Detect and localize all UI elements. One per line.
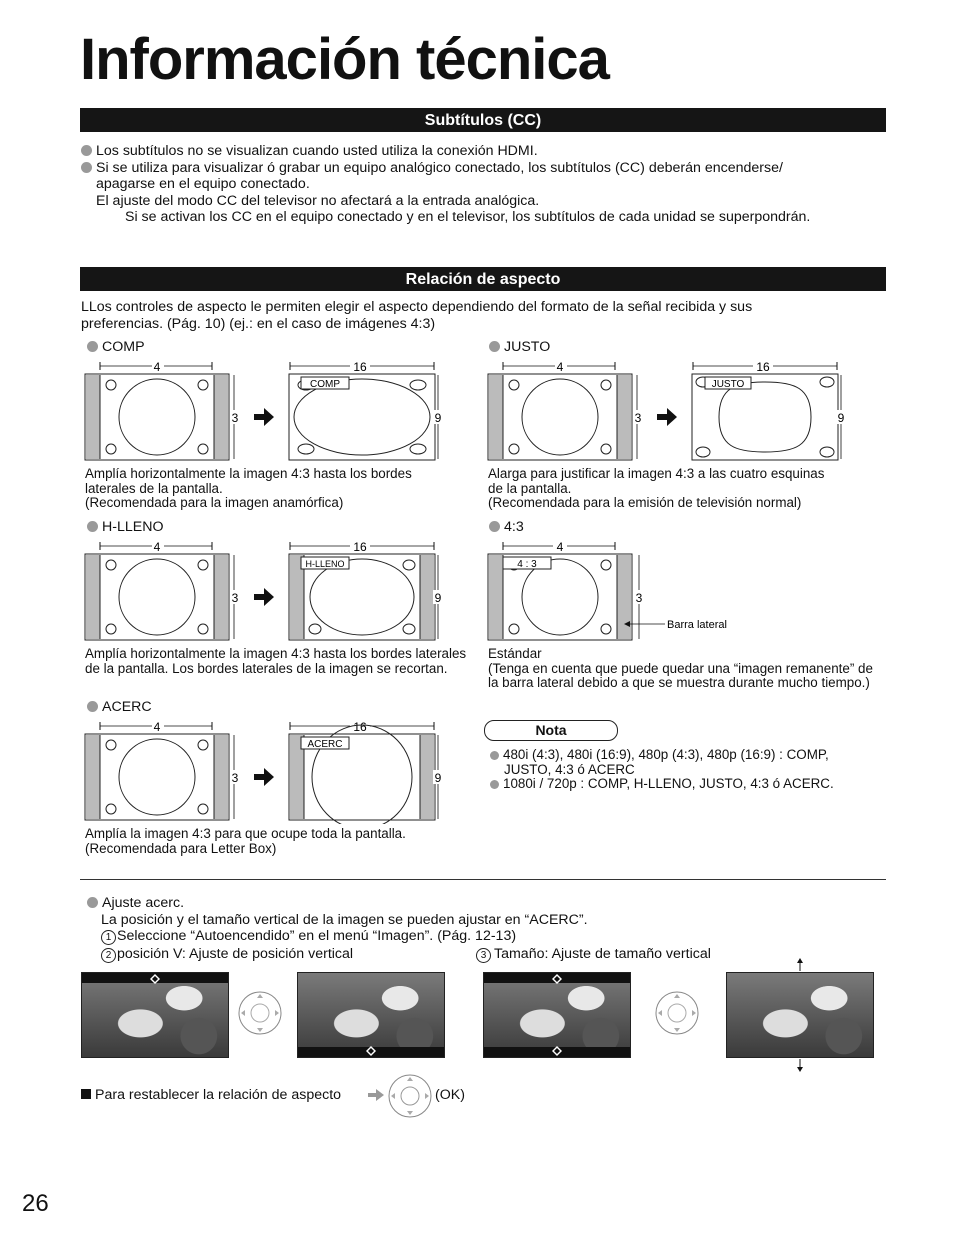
mode-tag-acerc: ACERC [307,739,343,750]
up-down-arrow-icon [149,974,161,984]
mode-tag-justo: JUSTO [711,379,745,390]
arrow-right-icon [657,408,677,426]
subtitles-bullet-2-cont: apagarse en el equipo conectado. [96,176,310,192]
adjust-line-1: La posición y el tamaño vertical de la imagen se pueden ajustar en “ACERC”. [101,911,588,928]
diagram-comp [84,358,454,464]
adjust-step-1: Seleccione “Autoencendido” en el menú “Imagen”. (Pág. 12-13) [117,928,517,944]
svg-text:9: 9 [837,411,845,425]
mode-tag-comp: COMP [310,379,340,390]
bullet-icon [87,521,98,532]
svg-text:16: 16 [353,720,367,734]
desc-comp: Amplía horizontalmente la imagen 4:3 hasta los bordes laterales de la pantalla. (Recomendada para la imagen anamórfica) [85,466,412,511]
svg-text:16: 16 [756,360,770,374]
mode-label-hlleno: H-LLENO [87,519,164,536]
bullet-icon [81,145,92,156]
mode-label-justo: JUSTO [489,339,550,356]
svg-text:3: 3 [634,411,642,425]
subtitles-text [81,143,901,226]
aspect-intro-line-1: LLos controles de aspecto le permiten elegir el aspecto dependiendo del formato de la señal recibida y sus [81,299,753,315]
diagram-justo [487,358,857,464]
subtitles-bullet-2: Si se utiliza para visualizar ó grabar un equipo analógico conectado, los subtítulos (CC) deberán encenderse/ [96,159,783,176]
bullet-icon [490,780,499,789]
mode-tag-43: 4 : 3 [517,559,537,570]
reset-instruction: Para restablecer la relación de aspecto [81,1087,341,1104]
result-screen-169 [289,359,443,460]
mode-label-43: 4:3 [489,519,524,536]
nota-list: 480i (4:3), 480i (16:9), 480p (4:3), 480p (16:9) : COMP, JUSTO, 4:3 ó ACERC 1080i / 720p : COMP, H-LLENO, JUSTO, 4:3 ó ACERC. [490,748,890,792]
section-heading-aspect: Relación de aspecto [80,267,886,291]
diagram-acerc [84,718,454,824]
square-bullet-icon [81,1089,91,1099]
svg-text:3: 3 [231,411,239,425]
bullet-icon [489,341,500,352]
desc-justo: Alarga para justificar la imagen 4:3 a las cuatro esquinas de la pantalla. (Recomendada para la emisión de televisión normal) [488,466,825,511]
subtitles-note-1: El ajuste del modo CC del televisor no afectará a la entrada analógica. [96,192,540,209]
svg-text:4: 4 [556,360,564,374]
bullet-icon [87,897,98,908]
mode-label-acerc: ACERC [87,699,152,716]
desc-hlleno: Amplía horizontalmente la imagen 4:3 hasta los bordes laterales de la pantalla. Los bordes laterales de la imagen se recortan. [85,646,467,676]
ok-label: (OK) [435,1087,465,1103]
bullet-icon [489,521,500,532]
diagram-hlleno [84,538,454,644]
aspect-intro [81,299,901,332]
nota-label: Nota [484,720,618,741]
aspect-intro-line-2: preferencias. (Pág. 10) (ej.: en el caso de imágenes 4:3) [81,315,436,332]
desc-43: Estándar (Tenga en cuenta que puede quedar una “imagen remanente” de la barra lateral debido a que se muestra durante mucho tiempo.) [488,646,873,691]
photo-position-after [297,972,445,1058]
mode-label-comp: COMP [87,339,145,356]
remote-dpad-icon [655,991,699,1035]
source-screen-43 [85,359,240,460]
step-3-icon: 3 [476,948,491,963]
up-down-arrow-icon [551,974,563,984]
svg-text:4: 4 [153,540,161,554]
svg-text:16: 16 [353,360,367,374]
arrow-right-icon [254,408,274,426]
svg-text:16: 16 [353,540,367,554]
dim-width-4: 4 [153,360,161,374]
step-2-icon: 2 [101,948,116,963]
svg-text:4: 4 [556,540,564,554]
svg-text:9: 9 [434,771,442,785]
svg-text:9: 9 [434,411,442,425]
bullet-icon [87,341,98,352]
remote-dpad-icon [238,991,282,1035]
arrow-right-icon [254,588,274,606]
adjust-section [87,895,907,945]
up-down-arrow-icon [365,1046,377,1056]
subtitles-bullet-1: Los subtítulos no se visualizan cuando usted utiliza la conexión HDMI. [96,143,538,159]
arrow-up-icon [795,958,805,972]
section-heading-subtitles: Subtítulos (CC) [80,108,886,132]
photo-size-before [483,972,631,1058]
desc-acerc: Amplía la imagen 4:3 para que ocupe toda la pantalla. (Recomendada para Letter Box) [85,826,406,856]
divider [80,879,886,880]
adjust-title: Ajuste acerc. [102,895,185,911]
side-bar-label: Barra lateral [667,619,727,631]
bullet-icon [81,162,92,173]
ok-button-icon [388,1074,432,1118]
adjust-step-2: 2 posición V: Ajuste de posición vertical [101,946,353,963]
mode-tag-hlleno: H-LLENO [305,559,345,569]
adjust-step-3: 3 Tamaño: Ajuste de tamaño vertical [476,946,711,963]
page-title: Información técnica [80,27,609,92]
bullet-icon [87,701,98,712]
subtitles-note-2: Si se activan los CC en el equipo conectado y en el televisor, los subtítulos de cada unidad se superpondrán. [125,209,811,225]
arrow-right-icon [368,1088,386,1102]
step-1-icon: 1 [101,930,116,945]
arrow-down-icon [795,1058,805,1072]
up-down-arrow-icon [551,1046,563,1056]
photo-size-after [726,972,874,1058]
photo-position-before [81,972,229,1058]
page-number: 26 [22,1190,49,1217]
svg-text:4: 4 [153,720,161,734]
diagram-43 [487,538,747,644]
arrow-right-icon [254,768,274,786]
bullet-icon [490,751,499,760]
svg-text:3: 3 [231,591,239,605]
svg-text:3: 3 [231,771,239,785]
svg-text:3: 3 [635,591,643,605]
svg-text:9: 9 [434,591,442,605]
